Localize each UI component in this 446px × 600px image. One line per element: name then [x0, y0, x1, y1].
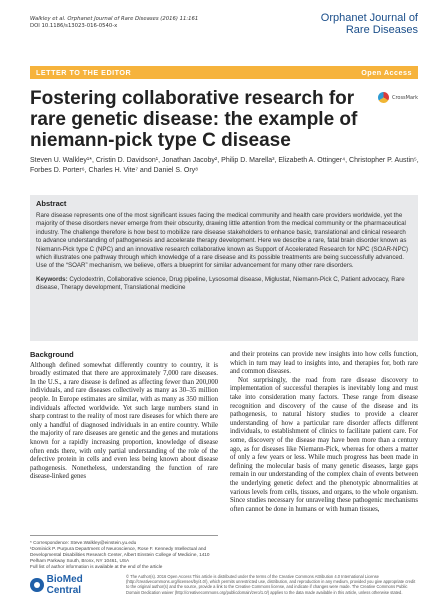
page-footer: [30, 574, 418, 596]
crossmark-icon: [378, 92, 389, 103]
open-access-label: Open Access: [361, 68, 412, 77]
running-header: [30, 16, 198, 30]
publisher-name: BioMed Central: [46, 574, 83, 596]
crossmark-label: CrossMark: [391, 94, 418, 101]
license-text: © The Author(s). 2016 Open Access This article is distributed under the terms of the Creative Commons Attribution 4.0 International License (http://creativecommons.org/licenses/by/4.0/), which permits unrestricted use, distribution, and reproduction in any medium, provided you give appropriate credit to the original author(s) and the source, provide a link to the Creative Commons license, and indicate if changes were made. The Creative Commons Public Domain Dedication waiver (http://creativecommons.org/publicdomain/zero/1.0/) applies to the data made available in this article, unless otherwise stated.: [126, 574, 416, 595]
journal-name-line1: Orphanet Journal of: [320, 12, 418, 24]
crossmark-badge[interactable]: [378, 92, 418, 103]
left-column: [30, 351, 218, 482]
body-paragraph: Although defined somewhat differently country to country, it is broadly estimated that there are approximately 7,000 rare diseases. In the U.S., a rare disease is defined as affecting fewer than 200,000 individuals, and rare diseases collectively as many as 30–35 million people. In Europe estimates are similar, with as many as 350 million individuals affected worldwide. Yet such large numbers stand in sharp contrast to the reality of most rare diseases for which there are only a handful of diagnosed individuals in an entire country. While the majority of rare diseases are genetic and the genes and mutations known for a rapidly increasing proportion, knowledge of disease often ends there, with only partial understanding of the role of the defective protein in cells and even less being known about disease pathogenesis. Nonetheless, understanding the function of rare disease-linked genes: [30, 361, 218, 481]
keywords-list: Cyclodextrin, Collaborative science, Drug pipeline, Lysosomal disease, Miglustat, Niemann-Pick C, Patient advocacy, Rare disease, Therapy development, Translational medicine: [36, 275, 405, 292]
correspondence-line[interactable]: * Correspondence: Steve.Walkley@einstein.yu.edu: [30, 540, 137, 545]
keywords-label: Keywords:: [36, 275, 68, 283]
article-type-banner: [30, 66, 418, 79]
keywords: [36, 276, 412, 293]
body-paragraph: and their proteins can provide new insights into how cells function, which in turn may lead to insights into, and therapies for, both rare and common diseases.: [230, 351, 418, 376]
citation-line: Walkley et al. Orphanet Journal of Rare Diseases (2016) 11:161: [30, 16, 199, 22]
article-title: Fostering collaborative research for rare genetic disease: the example of niemann-pick type C disease: [30, 88, 358, 151]
body-paragraph: Not surprisingly, the road from rare disease discovery to implementation of successful therapies is inevitably long and must take into consideration many factors. These range from disease recognition and discovery of the cause of the disease and its pathogenesis, to natural history studies to provide a clearer understanding of how a particular rare disorder affects different individuals, to establishment of clinics to facilitate patient care. For some, discovery of the disease may have been more than a century ago, as for diseases like Niemann-Pick, whereas for others a matter of only a few years or less. While much progress has been made in defining the molecular basis of many genetic diseases, large gaps remain in our understanding of the complex chain of events between the underlying genetic defect and the phenotypic abnormalities at various levels from cells, tissues, and organs, to the whole organism. Since studies necessary for unraveling these pathogenic mechanisms often cannot be done in humans or with human tissues,: [230, 376, 418, 513]
correspondence-footnote: [30, 535, 218, 570]
journal-name-line2: Rare Diseases: [345, 24, 418, 36]
doi-line[interactable]: DOI 10.1186/s13023-016-0540-x: [30, 23, 118, 29]
journal-name: [321, 12, 418, 36]
abstract-box: [30, 195, 418, 341]
article-type-label: LETTER TO THE EDITOR: [36, 68, 132, 77]
affiliation-line: ¹Dominick P. Purpura Department of Neuroscience, Rose F. Kennedy Intellectual and Developmental Disabilities Research Center, Albert Einstein College of Medicine, 1410 Pelham Parkway South, Bronx, NY 10461, USA: [30, 546, 210, 563]
abstract-heading: Abstract: [36, 199, 67, 208]
right-column: [230, 351, 418, 514]
section-heading-background: Background: [30, 350, 74, 359]
author-info-note: Full list of author information is available at the end of the article: [30, 564, 163, 569]
publisher-logo[interactable]: [30, 574, 118, 596]
abstract-text: Rare disease represents one of the most significant issues facing the medical community and health care providers worldwide, yet the majority of these disorders never emerge from their obscurity, drawing little attention from the medical community or the pharmaceutical industry. The challenge therefore is how best to mobilize rare disease stakeholders to enhance basic, translational and clinical research to advance understanding of pathogenesis and accelerate therapy development. Here we describe a rare, fatal brain disorder known as Niemann-Pick type C (NPC) and an innovative research collaborative known as Support of Accelerated Research for NPC (SOAR-NPC) which illustrates one pathway through which knowledge of a rare disease and its possible treatments are being successfully advanced. Use of the “SOAR” mechanism, we believe, offers a blueprint for similar advancement for many other rare disorders.: [36, 212, 409, 270]
biomed-central-icon: [30, 578, 44, 592]
author-list: Steven U. Walkley¹*, Cristin D. Davidson¹, Jonathan Jacoby², Philip D. Marella³, Elizabeth A. Ottinger⁴, Christopher P. Austin⁵, Forbes D. Porter⁶, Charles H. Vite⁷ and Daniel S. Ory⁸: [30, 157, 419, 174]
